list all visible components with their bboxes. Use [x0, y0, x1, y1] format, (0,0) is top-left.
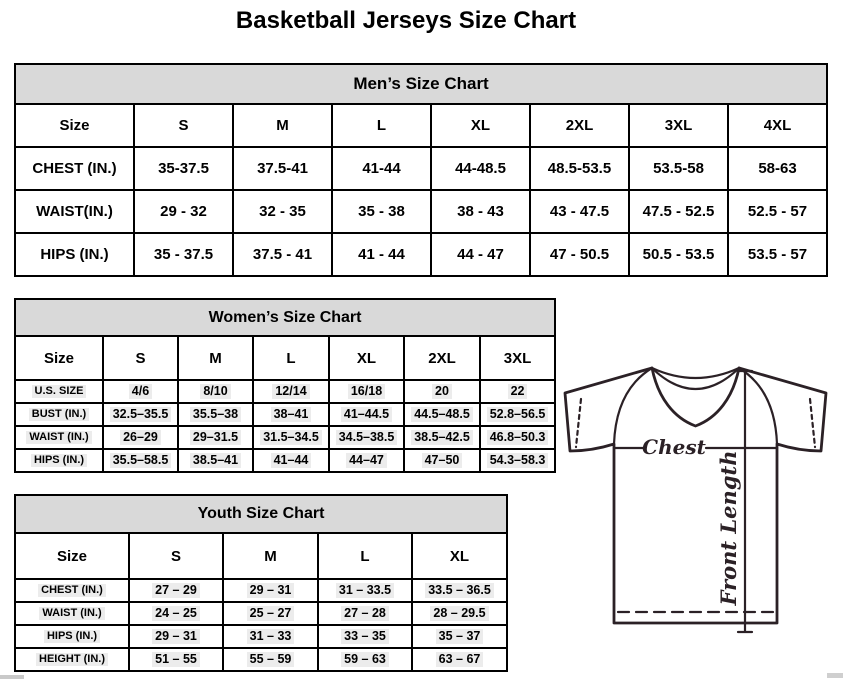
womens-value-cell: 35.5–58.5	[103, 449, 178, 472]
mens-size-chart-table	[14, 63, 828, 277]
youth-value-cell: 27 – 29	[129, 579, 223, 602]
womens-value-cell: 38.5–41	[178, 449, 253, 472]
mens-value-cell: 35 - 38	[332, 190, 431, 233]
youth-row-label: CHEST (IN.)	[15, 579, 129, 602]
mens-size-label-cell: Size	[15, 104, 134, 147]
mens-col-header: XL	[431, 104, 530, 147]
mens-col-header: 3XL	[629, 104, 728, 147]
youth-col-header: XL	[412, 533, 507, 579]
youth-value-cell: 29 – 31	[129, 625, 223, 648]
womens-value-cell: 32.5–35.5	[103, 403, 178, 426]
mens-value-cell: 38 - 43	[431, 190, 530, 233]
mens-value-cell: 44 - 47	[431, 233, 530, 276]
chest-label: Chest	[642, 435, 706, 459]
womens-col-header: 2XL	[404, 336, 480, 380]
youth-value-cell: 59 – 63	[318, 648, 412, 671]
youth-value-cell: 31 – 33.5	[318, 579, 412, 602]
womens-size-chart-table	[14, 298, 556, 473]
youth-size-chart-table	[14, 494, 508, 672]
womens-value-cell: 34.5–38.5	[329, 426, 404, 449]
youth-col-header: L	[318, 533, 412, 579]
sleeve-cuff-dashed-left	[576, 399, 581, 447]
jersey-outline	[565, 368, 826, 623]
mens-value-cell: 50.5 - 53.5	[629, 233, 728, 276]
youth-row-label: HIPS (IN.)	[15, 625, 129, 648]
front-length-label: Front Length	[716, 450, 741, 606]
youth-value-cell: 35 – 37	[412, 625, 507, 648]
womens-value-cell: 47–50	[404, 449, 480, 472]
youth-value-cell: 29 – 31	[223, 579, 318, 602]
womens-value-cell: 52.8–56.5	[480, 403, 555, 426]
youth-value-cell: 31 – 33	[223, 625, 318, 648]
youth-col-header: S	[129, 533, 223, 579]
mens-value-cell: 41 - 44	[332, 233, 431, 276]
womens-table-header: Women’s Size Chart	[15, 299, 555, 336]
youth-value-cell: 55 – 59	[223, 648, 318, 671]
womens-value-cell: 26–29	[103, 426, 178, 449]
youth-col-header: M	[223, 533, 318, 579]
mens-table-header: Men’s Size Chart	[15, 64, 827, 104]
jersey-vneck	[652, 368, 739, 426]
womens-col-header: 3XL	[480, 336, 555, 380]
mens-value-cell: 58-63	[728, 147, 827, 190]
mens-value-cell: 41-44	[332, 147, 431, 190]
womens-value-cell: 16/18	[329, 380, 404, 403]
womens-col-header: M	[178, 336, 253, 380]
womens-value-cell: 41–44	[253, 449, 329, 472]
youth-row-label: HEIGHT (IN.)	[15, 648, 129, 671]
mens-value-cell: 35-37.5	[134, 147, 233, 190]
mens-value-cell: 37.5 - 41	[233, 233, 332, 276]
jersey-armhole-seam-left	[614, 368, 652, 444]
mens-value-cell: 32 - 35	[233, 190, 332, 233]
mens-value-cell: 47.5 - 52.5	[629, 190, 728, 233]
youth-value-cell: 51 – 55	[129, 648, 223, 671]
mens-col-header: 2XL	[530, 104, 629, 147]
womens-row-label: WAIST (IN.)	[15, 426, 103, 449]
mens-col-header: L	[332, 104, 431, 147]
mens-col-header: S	[134, 104, 233, 147]
youth-row-label: WAIST (IN.)	[15, 602, 129, 625]
resize-handle-right	[827, 673, 843, 678]
mens-value-cell: 35 - 37.5	[134, 233, 233, 276]
womens-value-cell: 8/10	[178, 380, 253, 403]
mens-value-cell: 48.5-53.5	[530, 147, 629, 190]
mens-value-cell: 37.5-41	[233, 147, 332, 190]
womens-value-cell: 38–41	[253, 403, 329, 426]
youth-value-cell: 27 – 28	[318, 602, 412, 625]
mens-value-cell: 53.5-58	[629, 147, 728, 190]
womens-value-cell: 29–31.5	[178, 426, 253, 449]
womens-value-cell: 35.5–38	[178, 403, 253, 426]
resize-handle-left	[0, 675, 24, 679]
mens-col-header: M	[233, 104, 332, 147]
womens-value-cell: 31.5–34.5	[253, 426, 329, 449]
womens-col-header: XL	[329, 336, 404, 380]
womens-col-header: L	[253, 336, 329, 380]
womens-value-cell: 41–44.5	[329, 403, 404, 426]
womens-value-cell: 38.5–42.5	[404, 426, 480, 449]
womens-value-cell: 4/6	[103, 380, 178, 403]
jersey-collar-band-outer	[652, 368, 739, 378]
mens-value-cell: 43 - 47.5	[530, 190, 629, 233]
womens-row-label: U.S. SIZE	[15, 380, 103, 403]
youth-value-cell: 24 – 25	[129, 602, 223, 625]
youth-table-header: Youth Size Chart	[15, 495, 507, 533]
mens-value-cell: 44-48.5	[431, 147, 530, 190]
youth-value-cell: 28 – 29.5	[412, 602, 507, 625]
womens-value-cell: 44–47	[329, 449, 404, 472]
mens-col-header: 4XL	[728, 104, 827, 147]
mens-value-cell: 47 - 50.5	[530, 233, 629, 276]
youth-value-cell: 63 – 67	[412, 648, 507, 671]
sleeve-cuff-dashed-right	[810, 399, 815, 447]
mens-value-cell: 29 - 32	[134, 190, 233, 233]
mens-row-label: HIPS (IN.)	[15, 233, 134, 276]
youth-size-label-cell: Size	[15, 533, 129, 579]
womens-row-label: BUST (IN.)	[15, 403, 103, 426]
womens-value-cell: 46.8–50.3	[480, 426, 555, 449]
womens-row-label: HIPS (IN.)	[15, 449, 103, 472]
womens-value-cell: 20	[404, 380, 480, 403]
womens-col-header: S	[103, 336, 178, 380]
page-title: Basketball Jerseys Size Chart	[235, 7, 577, 34]
mens-value-cell: 52.5 - 57	[728, 190, 827, 233]
youth-value-cell: 25 – 27	[223, 602, 318, 625]
youth-value-cell: 33 – 35	[318, 625, 412, 648]
womens-value-cell: 44.5–48.5	[404, 403, 480, 426]
womens-size-label-cell: Size	[15, 336, 103, 380]
mens-value-cell: 53.5 - 57	[728, 233, 827, 276]
mens-row-label: CHEST (IN.)	[15, 147, 134, 190]
jersey-measurement-diagram	[556, 360, 840, 644]
womens-value-cell: 54.3–58.3	[480, 449, 555, 472]
womens-value-cell: 12/14	[253, 380, 329, 403]
youth-value-cell: 33.5 – 36.5	[412, 579, 507, 602]
mens-row-label: WAIST(IN.)	[15, 190, 134, 233]
womens-value-cell: 22	[480, 380, 555, 403]
